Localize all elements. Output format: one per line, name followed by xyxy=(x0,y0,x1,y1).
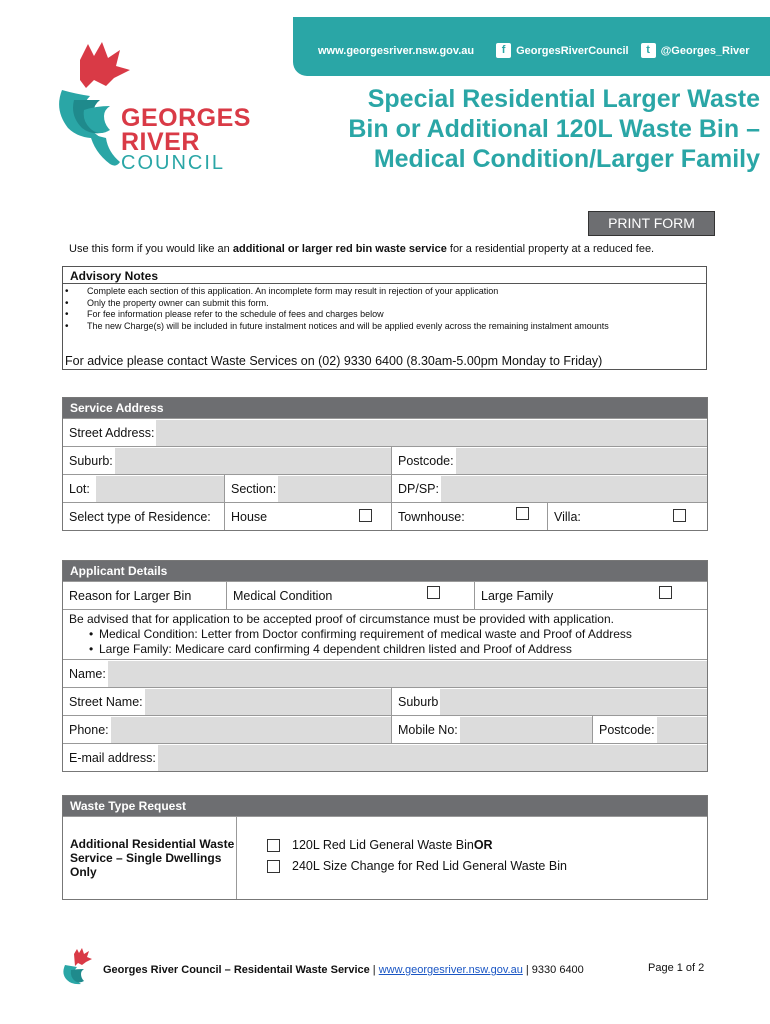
title-line-2: Bin or Additional 120L Waste Bin – xyxy=(348,115,760,143)
house-label: House xyxy=(231,509,268,524)
lot-input[interactable] xyxy=(96,476,224,502)
lot-cell xyxy=(63,475,225,502)
suburb-input[interactable] xyxy=(115,448,391,474)
reason-label: Reason for Larger Bin xyxy=(69,588,192,603)
villa-checkbox[interactable] xyxy=(673,509,686,522)
footer-phone: | 9330 6400 xyxy=(522,964,584,976)
footer-separator: | xyxy=(369,964,379,976)
street-address-row xyxy=(63,418,707,446)
section-label: Section: xyxy=(231,481,277,496)
phone-cell xyxy=(63,716,392,743)
applicant-suburb-input[interactable] xyxy=(440,689,707,715)
list-item: • For fee information please refer to the schedule of fees and charges below xyxy=(63,309,706,321)
waste-service-label: Additional Residential Waste Service – Single Dwellings Only xyxy=(63,817,237,899)
form-title xyxy=(275,84,760,174)
footer-council-name: Georges River Council – Residentail Waste Service xyxy=(103,964,370,976)
suburb-row xyxy=(63,446,707,474)
mobile-input[interactable] xyxy=(460,717,592,743)
contact-info: For advice please contact Waste Services on (02) 9330 6400 (8.30am-5.00pm Monday to Friday) xyxy=(65,354,603,368)
twitter-link[interactable]: @Georges_River xyxy=(660,44,750,57)
intro-before: Use this form if you would like an xyxy=(69,243,233,255)
dpsp-label: DP/SP: xyxy=(398,481,439,496)
family-label: Large Family xyxy=(481,588,554,603)
house-checkbox[interactable] xyxy=(359,509,372,522)
print-form-button[interactable]: PRINT FORM xyxy=(588,211,715,236)
section-heading: Applicant Details xyxy=(63,561,707,581)
section-cell xyxy=(225,475,392,502)
divider xyxy=(63,283,706,284)
suburb-label: Suburb: xyxy=(69,453,113,468)
phone-row xyxy=(63,715,707,743)
dpsp-cell xyxy=(392,475,707,502)
advisory-notes xyxy=(62,266,707,370)
postcode-label: Postcode: xyxy=(398,453,454,468)
service-address-section xyxy=(62,397,708,531)
waste-body xyxy=(63,816,707,899)
option-120l xyxy=(267,838,493,852)
page-number: Page 1 of 2 xyxy=(648,962,705,974)
website-link[interactable]: www.georgesriver.nsw.gov.au xyxy=(318,44,475,57)
email-cell xyxy=(63,744,707,771)
name-row xyxy=(63,659,707,687)
list-item: • Large Family: Medicare card confirming 4 dependent children listed and Proof of Address xyxy=(69,642,701,657)
lot-label: Lot: xyxy=(69,481,90,496)
street-address-input[interactable] xyxy=(156,420,707,446)
medical-checkbox[interactable] xyxy=(427,586,440,599)
advisory-title: Advisory Notes xyxy=(70,269,159,283)
notice-text: Be advised that for application to be accepted proof of circumstance must be provided with application. xyxy=(69,612,614,626)
applicant-postcode-input[interactable] xyxy=(657,717,707,743)
house-cell xyxy=(225,503,392,530)
option-120l-label: 120L Red Lid General Waste Bin xyxy=(292,838,474,852)
intro-after: for a residential property at a reduced fee. xyxy=(446,243,655,255)
footer-text xyxy=(103,964,584,976)
email-input[interactable] xyxy=(158,745,707,771)
name-cell xyxy=(63,660,707,687)
section-input[interactable] xyxy=(278,476,391,502)
footer-logo xyxy=(60,948,98,986)
mobile-cell xyxy=(392,716,593,743)
applicant-suburb-label: Suburb xyxy=(398,694,439,709)
dpsp-input[interactable] xyxy=(441,476,707,502)
list-item: • Only the property owner can submit this form. xyxy=(63,298,706,310)
phone-input[interactable] xyxy=(111,717,391,743)
title-line-1: Special Residential Larger Waste xyxy=(367,85,760,113)
footer-website-link[interactable]: www.georgesriver.nsw.gov.au xyxy=(378,964,523,976)
header-links xyxy=(318,43,750,58)
street-address-label: Street Address: xyxy=(69,425,155,440)
street-name-input[interactable] xyxy=(145,689,391,715)
postcode-cell xyxy=(392,447,707,474)
applicant-details-section xyxy=(62,560,708,772)
option-240l-label: 240L Size Change for Red Lid General Waste Bin xyxy=(292,859,567,873)
proof-notice xyxy=(63,609,707,659)
reason-cell xyxy=(63,582,227,609)
section-heading: Service Address xyxy=(63,398,707,418)
applicant-postcode-label: Postcode: xyxy=(599,722,655,737)
townhouse-checkbox[interactable] xyxy=(516,507,529,520)
residence-label: Select type of Residence: xyxy=(69,509,211,524)
lot-row xyxy=(63,474,707,502)
facebook-icon: f xyxy=(496,43,511,58)
street-name-cell xyxy=(63,688,392,715)
waste-options xyxy=(237,817,707,899)
name-input[interactable] xyxy=(108,661,707,687)
street-name-row xyxy=(63,687,707,715)
applicant-postcode-cell xyxy=(593,716,707,743)
phone-label: Phone: xyxy=(69,722,109,737)
townhouse-cell xyxy=(392,503,548,530)
intro-text xyxy=(69,243,654,255)
villa-label: Villa: xyxy=(554,509,581,524)
intro-bold: additional or larger red bin waste service xyxy=(232,243,447,255)
option-240l xyxy=(267,859,567,873)
waste-type-section xyxy=(62,795,708,900)
mobile-label: Mobile No: xyxy=(398,722,458,737)
street-name-label: Street Name: xyxy=(69,694,143,709)
applicant-suburb-cell xyxy=(392,688,707,715)
list-item: • Complete each section of this application. An incomplete form may result in rejection of your application xyxy=(63,286,706,298)
email-row xyxy=(63,743,707,771)
logo-text-council: COUNCIL xyxy=(121,152,226,174)
medical-label: Medical Condition xyxy=(233,588,333,603)
name-label: Name: xyxy=(69,666,106,681)
twitter-icon: t xyxy=(641,43,656,58)
option-or: OR xyxy=(473,838,493,852)
street-address-cell xyxy=(63,419,707,446)
option-240l-checkbox[interactable] xyxy=(267,860,280,873)
suburb-cell xyxy=(63,447,392,474)
postcode-input[interactable] xyxy=(456,448,707,474)
title-line-3: Medical Condition/Larger Family xyxy=(373,145,760,173)
email-label: E-mail address: xyxy=(69,750,156,765)
townhouse-label: Townhouse: xyxy=(398,509,465,524)
option-120l-checkbox[interactable] xyxy=(267,839,280,852)
list-item: • Medical Condition: Letter from Doctor confirming requirement of medical waste and Proof of Address xyxy=(69,627,701,642)
logo-text-river: RIVER xyxy=(121,128,200,156)
logo-text-georges: GEORGES xyxy=(121,104,251,132)
residence-row xyxy=(63,502,707,530)
list-item: • The new Charge(s) will be included in future instalment notices and will be applied evenly across the remaining instalment amounts xyxy=(63,321,706,333)
residence-cell xyxy=(63,503,225,530)
family-checkbox[interactable] xyxy=(659,586,672,599)
advisory-list xyxy=(63,286,706,332)
reason-row xyxy=(63,581,707,609)
medical-cell xyxy=(227,582,475,609)
villa-cell xyxy=(548,503,707,530)
section-heading: Waste Type Request xyxy=(63,796,707,816)
family-cell xyxy=(475,582,707,609)
facebook-link[interactable]: GeorgesRiverCouncil xyxy=(516,44,629,57)
